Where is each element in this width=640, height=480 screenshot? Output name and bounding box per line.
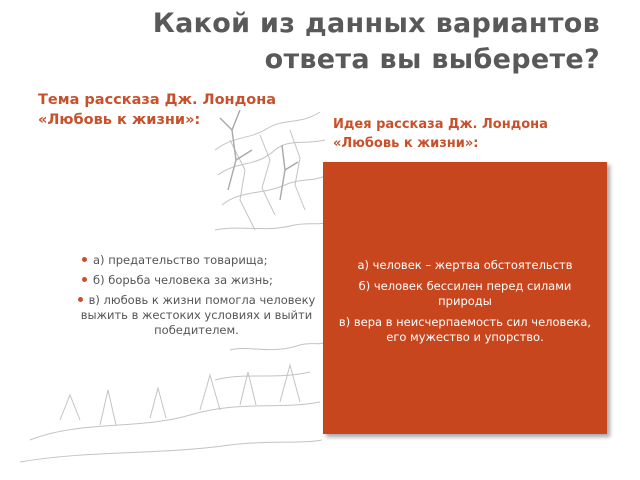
slide-title-line-2: ответа вы выберете? bbox=[264, 44, 600, 75]
theme-option-a-text: а) предательство товарища; bbox=[93, 253, 268, 267]
theme-heading: Тема рассказа Дж. Лондона «Любовь к жизни»: bbox=[38, 92, 277, 128]
bullet-icon bbox=[78, 297, 83, 302]
bullet-icon bbox=[82, 257, 87, 262]
theme-option-b-text: б) борьба человека за жизнь; bbox=[93, 273, 273, 287]
bullet-icon bbox=[82, 277, 87, 282]
idea-answer-box bbox=[323, 162, 607, 434]
idea-option-a[interactable]: а) человек – жертва обстоятельств bbox=[357, 258, 573, 272]
theme-options-list bbox=[74, 253, 319, 343]
idea-option-b[interactable]: б) человек бессилен перед силами природы bbox=[358, 279, 572, 308]
theme-option-a[interactable] bbox=[74, 253, 319, 268]
theme-option-b[interactable] bbox=[74, 273, 319, 288]
theme-option-c[interactable] bbox=[74, 293, 319, 338]
idea-heading: Идея рассказа Дж. Лондона «Любовь к жизни»: bbox=[333, 117, 548, 151]
idea-options-list bbox=[323, 258, 607, 351]
idea-option-c[interactable]: в) вера в неисчерпаемость сил человека, его мужество и упорство. bbox=[338, 315, 592, 344]
slide-title bbox=[40, 6, 600, 78]
theme-option-c-text: в) любовь к жизни помогла человеку выжить в жестоких условиях и выйти победителем. bbox=[80, 293, 316, 337]
slide-title-line-1: Какой из данных вариантов bbox=[152, 8, 600, 39]
